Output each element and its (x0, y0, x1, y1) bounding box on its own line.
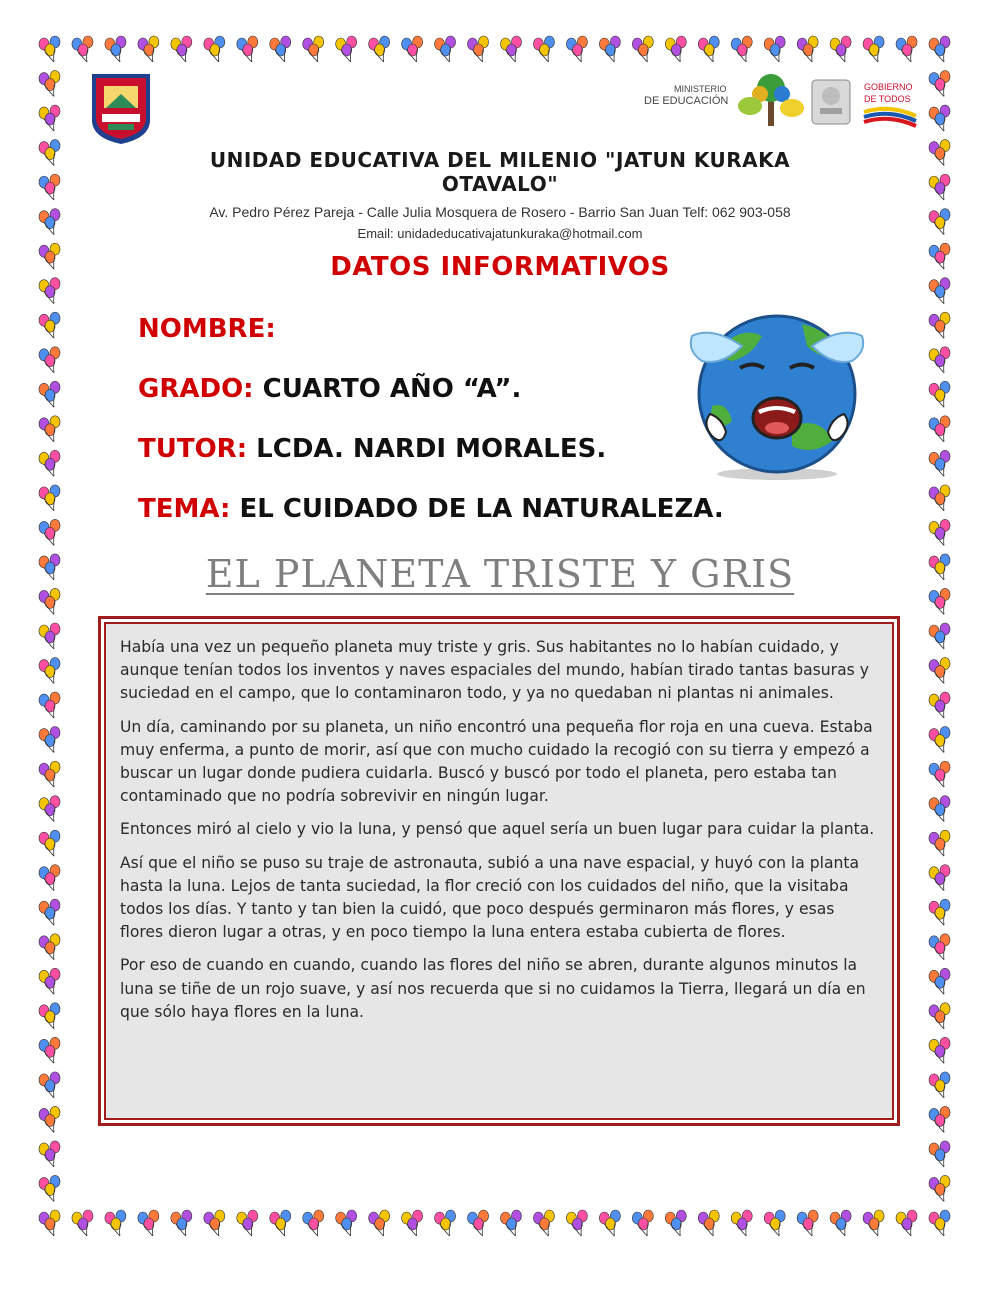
balloon-icon (39, 312, 60, 338)
story-title-text: EL PLANETA TRISTE Y GRIS (205, 552, 795, 596)
balloon-icon (39, 209, 60, 235)
story-paragraph-3: Entonces miró al cielo y vio la luna, y pensó que aquel sería un buen lugar para cuidar la planta. (120, 820, 875, 839)
gobierno-logo-line-2: DE TODOS (864, 94, 911, 104)
balloon-icon (39, 174, 60, 200)
balloon-icon (698, 36, 719, 62)
balloon-icon (39, 1175, 60, 1201)
balloon-icon (929, 899, 950, 925)
balloon-icon (39, 968, 60, 994)
balloon-icon (797, 36, 818, 62)
balloon-icon (929, 1003, 950, 1029)
story-title (0, 552, 1000, 596)
balloon-icon (39, 71, 60, 97)
school-email: Email: unidadeducativajatunkuraka@hotmail.com (357, 226, 643, 241)
balloon-icon (500, 1210, 521, 1236)
balloon-icon (929, 174, 950, 200)
balloon-icon (929, 796, 950, 822)
balloon-icon (929, 1175, 950, 1201)
balloon-icon (39, 934, 60, 960)
tema-value: EL CUIDADO DE LA NATURALEZA. (239, 494, 724, 524)
balloon-icon (336, 1210, 357, 1236)
balloon-icon (929, 71, 950, 97)
ministry-logo-line-2: DE EDUCACIÓN (644, 95, 729, 107)
balloon-icon (929, 727, 950, 753)
balloon-icon (39, 1072, 60, 1098)
nombre-row (138, 314, 276, 344)
balloon-icon (39, 416, 60, 442)
balloon-icon (500, 36, 521, 62)
balloon-icon (39, 36, 60, 62)
balloon-icon (303, 1210, 324, 1236)
balloon-icon (72, 1210, 93, 1236)
tutor-row (138, 434, 606, 464)
balloon-icon (731, 1210, 752, 1236)
balloon-icon (929, 105, 950, 131)
balloon-icon (632, 36, 653, 62)
balloon-icon (929, 658, 950, 684)
balloon-icon (830, 1210, 851, 1236)
balloon-icon (764, 1210, 785, 1236)
balloon-icon (39, 1106, 60, 1132)
balloon-icon (665, 1210, 686, 1236)
ecuador-shield-icon (812, 80, 850, 124)
balloon-icon (39, 899, 60, 925)
balloon-icon (533, 36, 554, 62)
balloon-icon (929, 623, 950, 649)
balloon-icon (270, 36, 291, 62)
balloon-icon (171, 36, 192, 62)
balloon-icon (39, 381, 60, 407)
balloon-icon (39, 796, 60, 822)
balloon-icon (270, 1210, 291, 1236)
balloon-icon (797, 1210, 818, 1236)
balloon-icon (39, 1003, 60, 1029)
balloon-icon (929, 865, 950, 891)
balloon-icon (929, 347, 950, 373)
balloon-icon (39, 865, 60, 891)
balloon-icon (929, 485, 950, 511)
balloon-icon (896, 36, 917, 62)
balloon-icon (929, 934, 950, 960)
balloon-icon (896, 1210, 917, 1236)
balloon-icon (303, 36, 324, 62)
story-box (98, 616, 900, 1126)
info-section-title: DATOS INFORMATIVOS (330, 252, 670, 282)
balloon-icon (764, 36, 785, 62)
balloon-icon (402, 36, 423, 62)
crying-earth-icon (682, 306, 872, 482)
balloon-icon (863, 1210, 884, 1236)
balloon-icon (402, 1210, 423, 1236)
balloon-icon (39, 623, 60, 649)
balloon-icon (599, 1210, 620, 1236)
balloon-icon (105, 36, 126, 62)
school-crest-icon (88, 70, 154, 146)
balloon-icon (929, 1210, 950, 1236)
balloon-icon (39, 658, 60, 684)
balloon-icon (929, 519, 950, 545)
balloon-icon (533, 1210, 554, 1236)
balloon-icon (929, 140, 950, 166)
story-text-panel (104, 622, 894, 1120)
balloon-icon (39, 761, 60, 787)
balloon-icon (468, 36, 489, 62)
balloon-icon (204, 36, 225, 62)
ministry-logo-line-1: MINISTERIO (674, 84, 727, 94)
tema-label: TEMA: (138, 494, 231, 524)
balloon-icon (929, 968, 950, 994)
balloon-icon (929, 692, 950, 718)
balloon-icon (731, 36, 752, 62)
balloon-icon (929, 36, 950, 62)
balloon-icon (929, 450, 950, 476)
balloon-icon (698, 1210, 719, 1236)
grado-value: CUARTO AÑO “A”. (262, 374, 522, 404)
balloon-icon (39, 140, 60, 166)
balloon-icon (566, 1210, 587, 1236)
balloon-icon (929, 312, 950, 338)
balloon-icon (566, 36, 587, 62)
balloon-icon (929, 209, 950, 235)
nombre-label: NOMBRE: (138, 314, 276, 344)
grado-row (138, 374, 521, 404)
tema-row (138, 494, 724, 524)
balloon-icon (336, 36, 357, 62)
balloon-icon (204, 1210, 225, 1236)
balloon-icon (929, 761, 950, 787)
balloon-icon (863, 36, 884, 62)
balloon-icon (830, 36, 851, 62)
balloon-icon (369, 36, 390, 62)
balloon-icon (39, 727, 60, 753)
tutor-label: TUTOR: (138, 434, 248, 464)
school-name: UNIDAD EDUCATIVA DEL MILENIO "JATUN KURAKA OTAVALO" (209, 148, 791, 196)
balloon-icon (929, 1106, 950, 1132)
balloon-icon (39, 1210, 60, 1236)
balloon-icon (929, 830, 950, 856)
balloon-icon (39, 347, 60, 373)
balloon-icon (138, 1210, 159, 1236)
balloon-icon (435, 36, 456, 62)
balloon-icon (929, 416, 950, 442)
balloon-icon (237, 1210, 258, 1236)
balloon-icon (929, 1141, 950, 1167)
balloon-icon (138, 36, 159, 62)
balloon-icon (39, 1037, 60, 1063)
school-header (150, 148, 850, 241)
balloon-icon (39, 830, 60, 856)
balloon-icon (929, 1072, 950, 1098)
balloon-icon (929, 1037, 950, 1063)
balloon-icon (39, 1141, 60, 1167)
balloon-icon (468, 1210, 489, 1236)
tutor-value: LCDA. NARDI MORALES. (256, 434, 607, 464)
story-paragraph-5: Por eso de cuando en cuando, cuando las flores del niño se abren, durante algunos minutos la luna se tiñe de un rojo suave, y así nos recuerda que si no cuidamos la Tierra, llegará un día en que sólo haya flores en la luna. (120, 956, 866, 1021)
school-address: Av. Pedro Pérez Pareja - Calle Julia Mosquera de Rosero - Barrio San Juan Telf: 062 903-058 (209, 204, 791, 220)
balloon-icon (39, 105, 60, 131)
balloon-icon (599, 36, 620, 62)
balloon-icon (929, 381, 950, 407)
balloon-icon (632, 1210, 653, 1236)
balloon-icon (171, 1210, 192, 1236)
balloon-icon (237, 36, 258, 62)
story-paragraph-2: Un día, caminando por su planeta, un niño encontró una pequeña flor roja en una cueva. Estaba muy enferma, a punto de morir, así que con mucho cuidado la recogió con su tierra y empezó a buscar un lugar donde pudiera cuidarla. Buscó y buscó por todo el planeta, pero estaba tan contaminado que no podría sobrevivir en ningún lugar. (120, 717, 873, 806)
balloon-icon (39, 692, 60, 718)
balloon-icon (39, 485, 60, 511)
balloon-icon (39, 450, 60, 476)
balloon-icon (369, 1210, 390, 1236)
balloon-icon (665, 36, 686, 62)
gobierno-logo-line-1: GOBIERNO (864, 82, 913, 92)
balloon-icon (435, 1210, 456, 1236)
balloon-icon (105, 1210, 126, 1236)
grado-label: GRADO: (138, 374, 254, 404)
story-paragraph-4: Así que el niño se puso su traje de astronauta, subió a una nave espacial, y huyó con la planta hasta la luna. Lejos de tanta suciedad, la flor creció con los cuidados del niño, que la visitaba todos los días. Y tanto y tan bien la cuidó, que poco después germinaron más flores, y esas flores dieron lugar a otras, y en poco tiempo la luna entera estaba cubierta de flores. (120, 853, 860, 942)
ministry-logos (640, 72, 920, 128)
balloon-icon (72, 36, 93, 62)
story-paragraph-1: Había una vez un pequeño planeta muy triste y gris. Sus habitantes no lo habían cuidado, y aunque tenían todos los inventos y naves espaciales del mundo, habían tirado tantas basuras y suciedad en el campo, que lo contaminaron todo, y ya no quedaban ni plantas ni animales. (120, 638, 869, 703)
balloon-icon (39, 519, 60, 545)
